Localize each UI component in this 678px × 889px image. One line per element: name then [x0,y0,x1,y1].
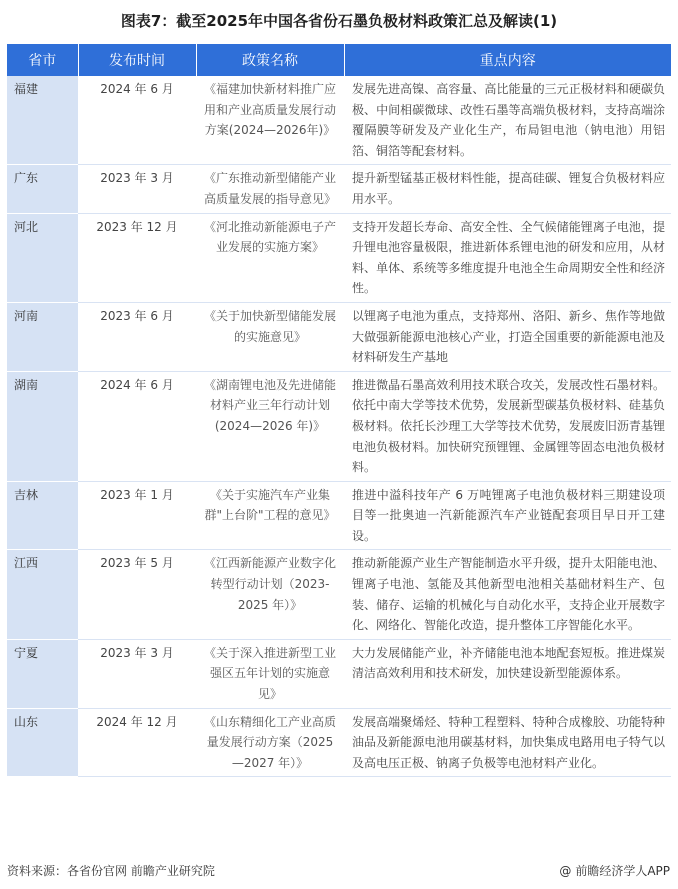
content-cell: 提升新型锰基正极材料性能，提高硅碳、锂复合负极材料应用水平。 [344,165,671,213]
province-cell: 河北 [7,213,78,302]
date-cell: 2023 年 1 月 [78,481,196,550]
table-row [7,76,671,165]
content-cell: 推进微晶石墨高效利用技术联合攻关，发展改性石墨材料。依托中南大学等技术优势，发展新型碳基负极材料、硅基负极材料。依托长沙理工大学等技术优势，发展废旧沥青基锂电池负极材料。加快研究预锂锂、金属锂等固态电池负极材料。 [344,371,671,481]
date-cell: 2024 年 6 月 [78,371,196,481]
province-cell: 广东 [7,165,78,213]
brand-mark [558,862,670,880]
header-date: 发布时间 [78,44,196,76]
province-cell: 江西 [7,550,78,639]
province-cell: 河南 [7,302,78,371]
table-row [7,165,671,213]
policy-name-cell: 《关于深入推进新型工业强区五年计划的实施意见》 [196,639,344,708]
date-cell: 2024 年 12 月 [78,708,196,777]
at-icon: @ [559,864,572,878]
province-cell: 福建 [7,76,78,165]
policy-table-container [7,44,671,777]
content-cell: 发展高端聚烯烃、特种工程塑料、特种合成橡胶、功能特种油品及新能源电池用碳基材料，加快集成电路用电子特气以及高电压正极、钠离子负极等电池材料产业化。 [344,708,671,777]
policy-name-cell: 《关于加快新型储能发展的实施意见》 [196,302,344,371]
province-cell: 宁夏 [7,639,78,708]
table-row [7,371,671,481]
table-row [7,481,671,550]
policy-name-cell: 《山东精细化工产业高质量发展行动方案（2025—2027 年）》 [196,708,344,777]
province-cell: 吉林 [7,481,78,550]
province-cell: 山东 [7,708,78,777]
date-cell: 2023 年 12 月 [78,213,196,302]
date-cell: 2023 年 3 月 [78,639,196,708]
table-row [7,550,671,639]
header-policy: 政策名称 [196,44,344,76]
table-row [7,639,671,708]
table-row [7,213,671,302]
content-cell: 以锂离子电池为重点，支持郑州、洛阳、新乡、焦作等地做大做强新能源电池核心产业，打造全国重要的新能源电池及材料研发生产基地 [344,302,671,371]
policy-name-cell: 《福建加快新材料推广应用和产业高质量发展行动方案(2024—2026年)》 [196,76,344,165]
brand-label: 前瞻经济学人APP [575,864,670,878]
source-note: 资料来源：各省份官网 前瞻产业研究院 [7,864,215,878]
policy-name-cell: 《关于实施汽车产业集群"上台阶"工程的意见》 [196,481,344,550]
date-cell: 2024 年 6 月 [78,76,196,165]
content-cell: 推进中溢科技年产 6 万吨锂离子电池负极材料三期建设项目等一批奥迪一汽新能源汽车产业链配套项目早日开工建设。 [344,481,671,550]
policy-name-cell: 《河北推动新能源电子产业发展的实施方案》 [196,213,344,302]
content-cell: 大力发展储能产业，补齐储能电池本地配套短板。推进煤炭清洁高效利用和技术研发，加快建设新型能源体系。 [344,639,671,708]
date-cell: 2023 年 6 月 [78,302,196,371]
province-cell: 湖南 [7,371,78,481]
header-province: 省市 [7,44,78,76]
policy-name-cell: 《湖南锂电池及先进储能材料产业三年行动计划(2024—2026 年)》 [196,371,344,481]
table-row [7,708,671,777]
header-content: 重点内容 [344,44,671,76]
table-header-row [7,44,671,76]
content-cell: 支持开发超长寿命、高安全性、全气候储能锂离子电池，提升锂电池容量极限，推进新体系锂电池的研发和应用，从材料、单体、系统等多维度提升电池全生命周期安全性和经济性。 [344,213,671,302]
content-cell: 推动新能源产业生产智能制造水平升级，提升太阳能电池、锂离子电池、氢能及其他新型电池相关基础材料生产、包装、储存、运输的机械化与自动化水平，支持企业开展数字化、网络化、智能化改造，提升整体工序智能化水平。 [344,550,671,639]
date-cell: 2023 年 5 月 [78,550,196,639]
policy-name-cell: 《广东推动新型储能产业高质量发展的指导意见》 [196,165,344,213]
table-row [7,302,671,371]
policy-name-cell: 《江西新能源产业数字化转型行动计划（2023-2025 年）》 [196,550,344,639]
table-body [7,76,671,777]
page-title: 图表7：截至2025年中国各省份石墨负极材料政策汇总及解读(1) [120,12,558,30]
content-cell: 发展先进高镍、高容量、高比能量的三元正极材料和硬碳负极、中间相碳微球、改性石墨等高端负极材料，支持高端涂覆隔膜等研发及产业化生产，布局钽电池（钠电池）用铝箔、铜箔等配套材料。 [344,76,671,165]
policy-table [7,44,671,777]
date-cell: 2023 年 3 月 [78,165,196,213]
